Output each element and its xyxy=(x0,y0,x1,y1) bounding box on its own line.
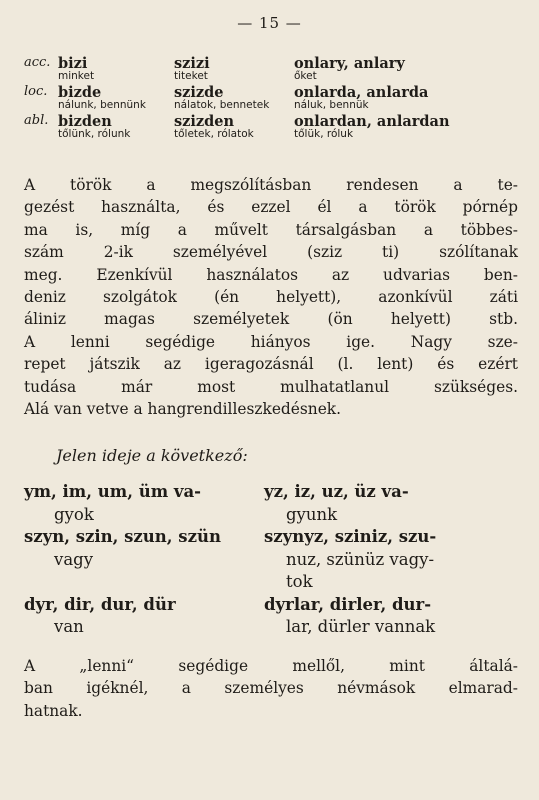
conj-plural: yz, iz, uz, üz va- xyxy=(264,482,409,501)
case-label: acc. xyxy=(24,55,51,70)
paradigm-gloss-acc xyxy=(24,70,524,83)
conjugation-table xyxy=(24,482,518,640)
text-line: ban igéknél, a személyes névmások elmarad- xyxy=(24,679,518,698)
gloss-3pl: náluk, bennük xyxy=(294,99,369,111)
section-heading: Jelen ideje a következő: xyxy=(56,446,248,465)
paradigm-row-loc xyxy=(24,84,524,99)
gloss-2pl: titeket xyxy=(174,70,208,82)
conj-row xyxy=(24,550,518,573)
conj-plural-gloss: nuz, szünüz vagy- xyxy=(286,549,435,569)
form-2pl: szizi xyxy=(174,55,210,72)
conj-singular: ym, im, um, üm va- xyxy=(24,482,202,501)
text-line: ma is, míg a művelt társalgásban a többes- xyxy=(24,220,518,239)
body-paragraph-1 xyxy=(24,174,518,420)
form-3pl: onlary, anlary xyxy=(294,55,405,72)
form-1pl: bizden xyxy=(58,113,112,130)
text-line: A „lenni“ segédige mellől, mint általá- xyxy=(24,657,518,675)
conj-plural: dyrlar, dirler, dur- xyxy=(264,594,432,614)
conj-plural: szynyz, sziniz, szu- xyxy=(264,527,437,546)
gloss-1pl: nálunk, bennünk xyxy=(58,99,146,111)
gloss-2pl: tőletek, rólatok xyxy=(174,128,254,140)
conj-singular: szyn, szin, szun, szün xyxy=(24,527,221,546)
gloss-3pl: őket xyxy=(294,70,317,82)
conj-row xyxy=(24,482,518,505)
conj-singular-gloss: vagy xyxy=(54,549,94,569)
case-label: abl. xyxy=(24,113,49,128)
conj-plural-gloss: tok xyxy=(286,572,313,591)
form-3pl: onlarda, anlarda xyxy=(294,84,429,101)
conj-row xyxy=(24,617,518,640)
form-1pl: bizi xyxy=(58,55,88,72)
text-line: meg. Ezenkívül használatos az udvarias ben- xyxy=(24,265,518,284)
conj-row xyxy=(24,572,518,595)
conj-singular-gloss: van xyxy=(54,617,84,636)
conj-row xyxy=(24,527,518,550)
text-line: tudása már most mulhatatlanul szükséges. xyxy=(24,377,518,396)
form-2pl: szizden xyxy=(174,113,235,130)
conj-plural-gloss: gyunk xyxy=(286,504,338,524)
page-number: — 15 — xyxy=(237,14,302,32)
text-line: repet játszik az igeragozásnál (l. lent) és ezért xyxy=(24,355,518,374)
gloss-1pl: minket xyxy=(58,70,95,82)
form-1pl: bizde xyxy=(58,84,102,101)
conj-row xyxy=(24,595,518,618)
text-line: áliniz magas személyetek (ön helyett) stb. xyxy=(24,310,518,329)
text-line: A török a megszólításban rendesen a te- xyxy=(24,176,518,194)
text-line: A lenni segédige hiányos ige. Nagy sze- xyxy=(24,332,518,351)
conj-plural-gloss: lar, dürler vannak xyxy=(286,617,436,636)
form-2pl: szizde xyxy=(174,84,224,101)
gloss-2pl: nálatok, bennetek xyxy=(174,99,270,111)
pronoun-paradigm-table xyxy=(24,55,524,142)
body-paragraph-2 xyxy=(24,655,518,722)
gloss-1pl: tőlünk, rólunk xyxy=(58,128,131,140)
paradigm-row-acc xyxy=(24,55,524,70)
form-3pl: onlardan, anlardan xyxy=(294,113,450,130)
paradigm-gloss-abl xyxy=(24,128,524,141)
conj-row xyxy=(24,505,518,528)
text-line: deniz szolgátok (én helyett), azonkívül záti xyxy=(24,288,518,307)
conj-singular: dyr, dir, dur, dür xyxy=(24,594,176,614)
text-line: hatnak. xyxy=(24,701,83,720)
paradigm-row-abl xyxy=(24,113,524,128)
text-line: gezést használta, és ezzel él a török pórnép xyxy=(24,198,518,217)
text-line: Alá van vetve a hangrendilleszkedésnek. xyxy=(24,400,342,419)
text-line: szám 2-ik személyével (sziz ti) szólítanak xyxy=(24,243,518,262)
conj-singular-gloss: gyok xyxy=(54,504,94,524)
paradigm-gloss-loc xyxy=(24,99,524,112)
case-label: loc. xyxy=(24,84,48,99)
gloss-3pl: tőlük, róluk xyxy=(294,128,354,140)
